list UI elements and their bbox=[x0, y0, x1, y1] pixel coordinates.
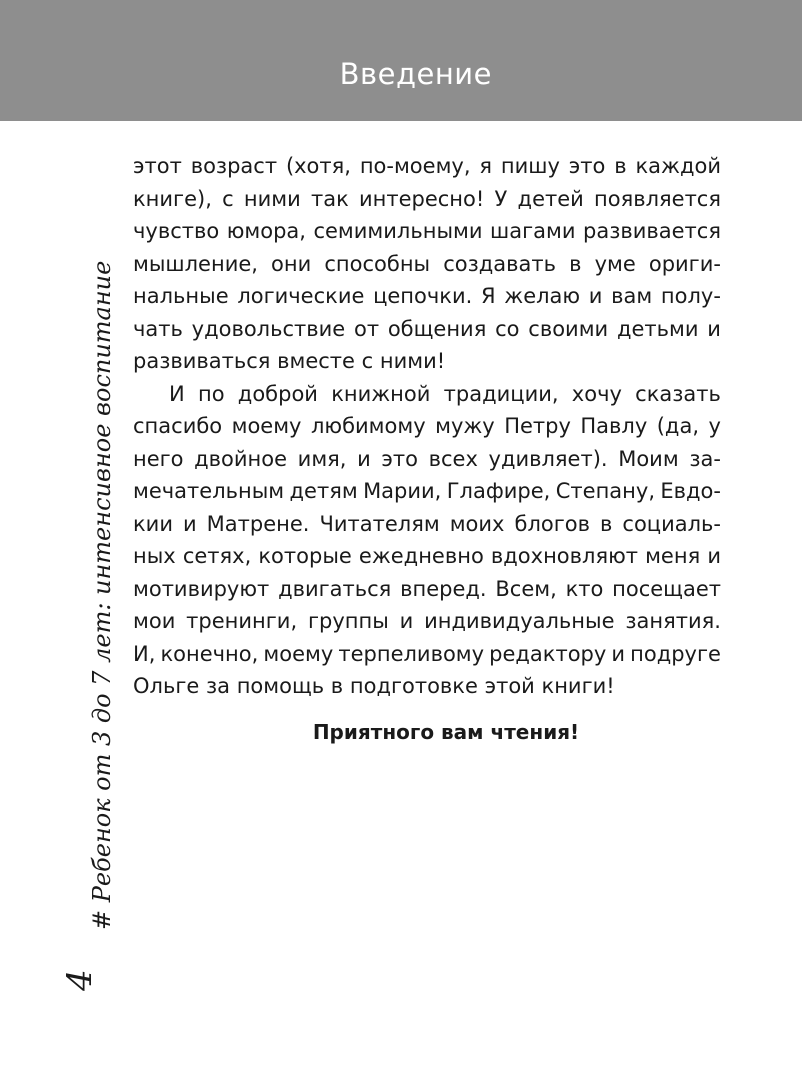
page-number: 4 bbox=[60, 969, 100, 991]
running-head: # Ребенок от 3 до 7 лет: интенсивное воспитание bbox=[88, 260, 116, 930]
word: ных bbox=[133, 544, 176, 568]
word: двойное bbox=[194, 446, 288, 471]
word: так bbox=[310, 186, 349, 211]
word: моему bbox=[263, 641, 334, 666]
word: (хотя, bbox=[285, 154, 351, 178]
word: уме bbox=[594, 251, 636, 276]
text-line bbox=[133, 475, 721, 508]
word: развивается bbox=[583, 219, 721, 243]
word: доброй bbox=[237, 381, 318, 406]
word: посещает bbox=[612, 576, 721, 601]
word: развиваться bbox=[133, 349, 278, 373]
word: Матрене. bbox=[206, 511, 310, 536]
word: сетях, bbox=[182, 544, 252, 568]
chapter-title: Введение bbox=[339, 57, 492, 91]
word: интересно! bbox=[358, 186, 485, 211]
word: двигаться bbox=[278, 576, 392, 601]
text-line bbox=[133, 638, 721, 671]
word: за- bbox=[689, 446, 721, 471]
text-line bbox=[133, 215, 721, 248]
word: имя, bbox=[297, 446, 347, 471]
word: я bbox=[479, 154, 493, 178]
word: сказать bbox=[635, 381, 721, 406]
word: социаль- bbox=[622, 511, 721, 536]
word: книжной bbox=[331, 381, 431, 406]
word: спасибо bbox=[133, 414, 223, 438]
word: мышление, bbox=[133, 251, 258, 276]
word: Евдо- bbox=[660, 479, 721, 503]
word: с bbox=[222, 186, 234, 211]
closing-line: Приятного вам чтения! bbox=[312, 720, 580, 744]
word: от bbox=[353, 316, 380, 341]
word: своими bbox=[528, 316, 609, 341]
word: это bbox=[568, 154, 606, 178]
word: с bbox=[361, 349, 380, 373]
word: тренинги, bbox=[186, 609, 298, 633]
paragraph-1 bbox=[133, 150, 721, 378]
chapter-header-band bbox=[0, 0, 802, 121]
word: и bbox=[588, 284, 603, 308]
text-line bbox=[133, 508, 721, 541]
word: удивляет). bbox=[488, 446, 608, 471]
word: и bbox=[357, 446, 371, 471]
word: кто bbox=[565, 576, 604, 601]
word: мечательным bbox=[133, 479, 285, 503]
word: моих bbox=[449, 511, 505, 536]
text-line bbox=[133, 378, 721, 411]
word: кии bbox=[133, 511, 173, 536]
word: Я bbox=[481, 284, 496, 308]
word: конечно, bbox=[160, 641, 259, 666]
word: возраст bbox=[190, 154, 278, 178]
word: и bbox=[707, 544, 721, 568]
word: ними! bbox=[379, 349, 446, 373]
word: способны bbox=[324, 251, 431, 276]
word: в bbox=[330, 674, 350, 698]
text-line bbox=[133, 248, 721, 281]
text-line bbox=[133, 183, 721, 216]
word: книги! bbox=[541, 674, 615, 698]
word: чувство bbox=[133, 219, 220, 243]
text-line bbox=[133, 345, 721, 378]
word: юмора, bbox=[226, 219, 306, 243]
word: нальные bbox=[133, 284, 229, 308]
word: мои bbox=[133, 609, 176, 633]
word: Глафире, bbox=[446, 479, 551, 503]
text-line bbox=[133, 540, 721, 573]
word: логические bbox=[237, 284, 365, 308]
word: индивидуальные bbox=[424, 609, 615, 633]
word: ежедневно bbox=[358, 544, 484, 568]
word: детей bbox=[517, 186, 584, 211]
word: удовольствие bbox=[191, 316, 346, 341]
word: хочу bbox=[571, 381, 622, 406]
word: подруге bbox=[630, 641, 721, 666]
text-line bbox=[133, 280, 721, 313]
word: семимильными bbox=[313, 219, 483, 243]
text-line bbox=[133, 313, 721, 346]
word: Моим bbox=[618, 446, 679, 471]
word: (да, bbox=[656, 414, 699, 438]
word: ними bbox=[243, 186, 301, 211]
word: мужу bbox=[435, 414, 495, 438]
text-line bbox=[133, 150, 721, 183]
text-line bbox=[133, 443, 721, 476]
word: мотивируют bbox=[133, 576, 270, 601]
word: Степану, bbox=[555, 479, 655, 503]
word: у bbox=[708, 414, 721, 438]
word: Всем, bbox=[495, 576, 557, 601]
word: него bbox=[133, 446, 184, 471]
word: со bbox=[495, 316, 520, 341]
word: меня bbox=[645, 544, 701, 568]
word: они bbox=[271, 251, 312, 276]
word: желаю bbox=[504, 284, 581, 308]
word: это bbox=[381, 446, 418, 471]
word: и bbox=[399, 609, 414, 633]
word: в bbox=[614, 154, 627, 178]
word: каждой bbox=[635, 154, 721, 178]
word: ориги- bbox=[648, 251, 721, 276]
word: цепочки. bbox=[373, 284, 473, 308]
text-line bbox=[133, 605, 721, 638]
word: терпеливому bbox=[338, 641, 485, 666]
word: и bbox=[707, 316, 721, 341]
word: по bbox=[197, 381, 225, 406]
word: книге), bbox=[133, 186, 212, 211]
word: в bbox=[569, 251, 582, 276]
word: и bbox=[183, 511, 197, 536]
paragraph-2 bbox=[133, 378, 721, 703]
word: создавать bbox=[443, 251, 557, 276]
word: Павлу bbox=[580, 414, 648, 438]
word: И bbox=[169, 381, 185, 406]
body-text bbox=[133, 150, 721, 703]
word: группы bbox=[307, 609, 389, 633]
word: за bbox=[205, 674, 237, 698]
word: Марии, bbox=[363, 479, 442, 503]
word: полу- bbox=[660, 284, 721, 308]
text-line bbox=[133, 573, 721, 606]
word: пишу bbox=[500, 154, 560, 178]
word: появляется bbox=[594, 186, 721, 211]
word: вдохновляют bbox=[490, 544, 638, 568]
word: всех bbox=[428, 446, 478, 471]
word: И, bbox=[133, 641, 156, 666]
word: Читателям bbox=[319, 511, 440, 536]
word: помощь bbox=[236, 674, 331, 698]
word: вам bbox=[611, 284, 653, 308]
word: шагами bbox=[490, 219, 576, 243]
word: по-моему, bbox=[359, 154, 471, 178]
word: этот bbox=[133, 154, 182, 178]
word: Петру bbox=[504, 414, 571, 438]
word: Ольге bbox=[133, 674, 206, 698]
word: этой bbox=[484, 674, 542, 698]
word: чать bbox=[133, 316, 183, 341]
word: любимому bbox=[310, 414, 426, 438]
word: занятия. bbox=[625, 609, 721, 633]
word: У bbox=[494, 186, 508, 211]
text-line bbox=[133, 670, 721, 703]
word: традиции, bbox=[443, 381, 559, 406]
word: вместе bbox=[277, 349, 362, 373]
word: блогов bbox=[514, 511, 590, 536]
word: и bbox=[611, 641, 626, 666]
word: детям bbox=[289, 479, 358, 503]
word: которые bbox=[258, 544, 352, 568]
word: детьми bbox=[616, 316, 699, 341]
word: редактору bbox=[489, 641, 607, 666]
word: вперед. bbox=[400, 576, 487, 601]
word: подготовке bbox=[349, 674, 485, 698]
word: моему bbox=[231, 414, 302, 438]
word: в bbox=[600, 511, 613, 536]
text-line bbox=[133, 410, 721, 443]
word: общения bbox=[387, 316, 487, 341]
